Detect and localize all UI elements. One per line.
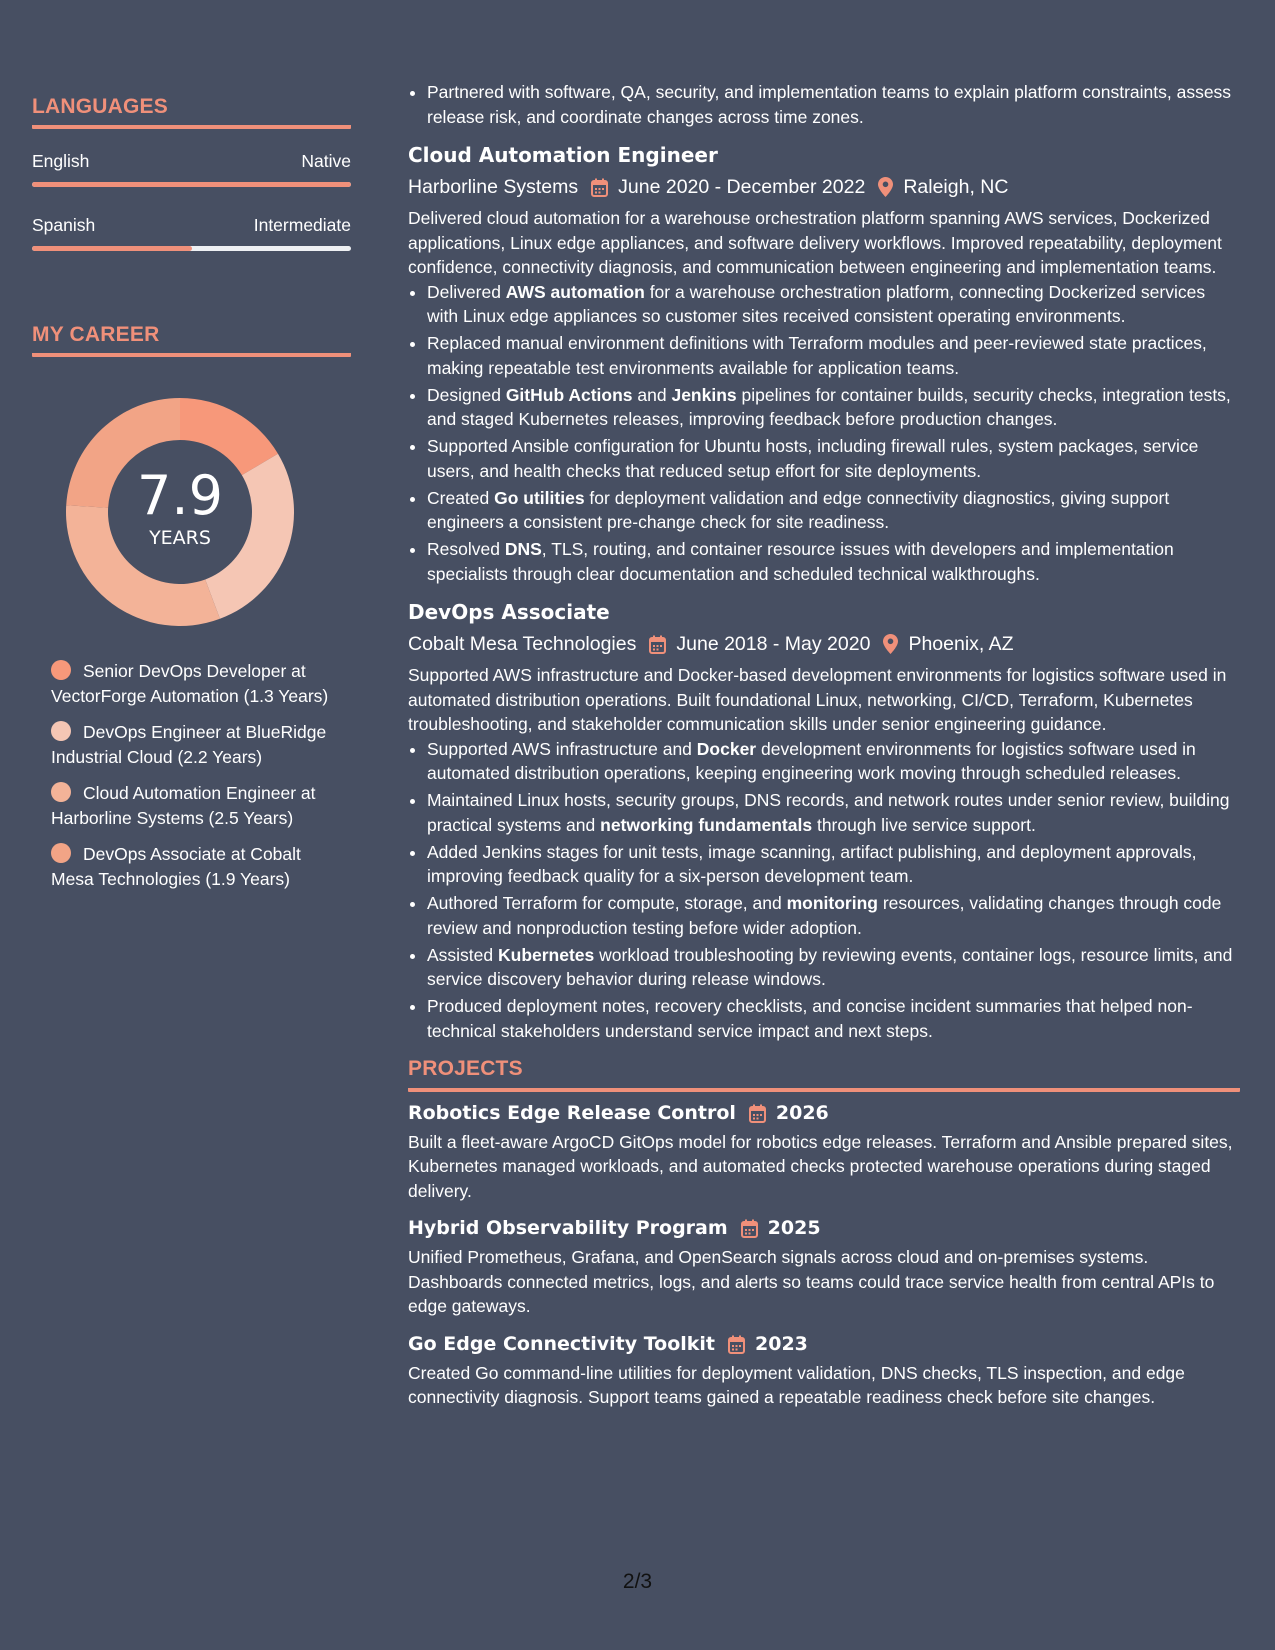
bullet-item: • Replaced manual environment definitions with Terraform modules and peer-reviewed state practices, making repeatable test environments available for application teams. xyxy=(427,331,1240,380)
job-company: Harborline Systems xyxy=(408,176,579,198)
calendar-icon xyxy=(741,1219,758,1238)
bullet-keyword: AWS automation xyxy=(505,281,645,302)
job-entry xyxy=(408,141,1240,586)
job-location: Phoenix, AZ xyxy=(908,633,1014,655)
career-legend-label: Cloud Automation Engineer at Harborline Systems (2.5 Years) xyxy=(51,783,316,828)
legend-dot-icon xyxy=(51,660,71,680)
project-description: Built a fleet-aware ArgoCD GitOps model for robotics edge releases. Terraform and Ansible prepared sites, Kubernetes managed workloads, and automated checks protected warehouse operations during staged delivery. xyxy=(408,1131,1233,1201)
bullet-keyword: networking fundamentals xyxy=(600,814,813,835)
project-description: Created Go command-line utilities for deployment validation, DNS checks, TLS inspection, and edge connectivity diagnosis. Support teams gained a repeatable readiness check before site changes. xyxy=(408,1362,1185,1407)
career-heading: MY CAREER xyxy=(32,323,351,357)
job-title: DevOps Associate xyxy=(408,600,610,624)
career-donut-chart xyxy=(65,397,295,627)
job-dates: June 2020 - December 2022 xyxy=(618,176,866,198)
location-pin-icon xyxy=(878,177,893,197)
project-year: 2025 xyxy=(767,1217,821,1239)
calendar-icon xyxy=(728,1335,745,1354)
language-item xyxy=(32,215,351,251)
project-name: Go Edge Connectivity Toolkit xyxy=(408,1332,716,1355)
career-legend xyxy=(51,659,336,891)
language-proficiency-fill xyxy=(32,246,192,251)
bullet-item: • Authored Terraform for compute, storage, and monitoring resources, validating changes through code review and nonproduction testing before wider adoption. xyxy=(427,891,1240,940)
bullet-item: • Partnered with software, QA, security, and implementation teams to explain platform constraints, assess release risk, and coordinate changes across time zones. xyxy=(427,80,1240,129)
language-proficiency-fill xyxy=(32,182,351,187)
bullet-item: • Added Jenkins stages for unit tests, image scanning, artifact publishing, and deployment approvals, improving feedback quality for a six-person development team. xyxy=(427,840,1240,889)
language-level: Intermediate xyxy=(253,215,351,235)
job-title: Cloud Automation Engineer xyxy=(408,143,718,167)
legend-dot-icon xyxy=(51,843,71,863)
bullet-item: • Resolved DNS, TLS, routing, and container resource issues with developers and implementation specialists through clear documentation and scheduled technical walkthroughs. xyxy=(427,537,1240,586)
language-name: Spanish xyxy=(32,215,96,235)
job-meta xyxy=(408,174,1240,200)
project-name: Hybrid Observability Program xyxy=(408,1217,728,1239)
job-dates: June 2018 - May 2020 xyxy=(676,633,871,655)
calendar-icon xyxy=(649,635,666,654)
bullet-keyword: GitHub Actions xyxy=(505,384,633,405)
language-proficiency-bar xyxy=(32,182,351,187)
project-entry xyxy=(408,1100,1240,1204)
bullet-item: • Assisted Kubernetes workload troubleshooting by reviewing events, container logs, resource limits, and service discovery behavior during release windows. xyxy=(427,943,1240,992)
language-item xyxy=(32,151,351,187)
career-legend-label: Senior DevOps Developer at VectorForge Automation (1.3 Years) xyxy=(51,661,329,706)
bullet-keyword: DNS xyxy=(504,539,542,559)
bullet-item: • Maintained Linux hosts, security groups, DNS records, and network routes under senior review, building practical systems and networking fundamentals through live service support. xyxy=(427,788,1240,837)
calendar-icon xyxy=(591,178,608,197)
project-name: Robotics Edge Release Control xyxy=(408,1101,736,1124)
legend-dot-icon xyxy=(51,782,71,802)
job-summary: Supported AWS infrastructure and Docker-based development environments for logistics software used in automated distribution operations. Built foundational Linux, networking, CI/CD, Terraform, Kubernetes troubleshooting, and stakeholder communication skills under senior engineering guidance. xyxy=(408,665,1227,734)
bullet-keyword: Jenkins xyxy=(671,384,737,405)
project-entry xyxy=(408,1215,1240,1319)
bullet-item: • Delivered AWS automation for a warehouse orchestration platform, connecting Dockerized services with Linux edge appliances so customer sites received consistent operating environments. xyxy=(427,280,1240,329)
bullet-item: • Created Go utilities for deployment validation and edge connectivity diagnostics, giving support engineers a consistent pre-change check for site readiness. xyxy=(427,486,1240,535)
job-bullet-list xyxy=(408,737,1240,1044)
job-summary: Delivered cloud automation for a warehouse orchestration platform spanning AWS services, Dockerized applications, Linux edge appliances, and software delivery workflows. Improved repeatability, deployment confidence, connectivity diagnosis, and communication between engineering and implementation teams. xyxy=(408,208,1222,277)
career-years-unit: YEARS xyxy=(149,527,211,549)
page-number: 2/3 xyxy=(622,1570,653,1593)
career-legend-item xyxy=(51,842,336,891)
project-entry xyxy=(408,1331,1240,1410)
job-location: Raleigh, NC xyxy=(903,176,1009,198)
career-legend-label: DevOps Associate at Cobalt Mesa Technologies (1.9 Years) xyxy=(51,844,301,889)
language-level: Native xyxy=(301,151,351,171)
bullet-item: • Supported AWS infrastructure and Docker development environments for logistics software used in automated distribution operations, keeping engineering work moving through scheduled releases. xyxy=(427,737,1240,786)
bullet-keyword: Go utilities xyxy=(494,487,585,508)
calendar-icon xyxy=(749,1104,766,1123)
location-pin-icon xyxy=(883,634,898,654)
career-total-years: 7.9 xyxy=(137,464,223,527)
bullet-item: • Designed GitHub Actions and Jenkins pipelines for container builds, security checks, integration tests, and staged Kubernetes releases, improving feedback before production changes. xyxy=(427,383,1240,432)
bullet-keyword: Docker xyxy=(696,738,757,759)
project-description: Unified Prometheus, Grafana, and OpenSearch signals across cloud and on-premises systems. Dashboards connected metrics, logs, and alerts so teams could trace service health from central APIs to edge gateways. xyxy=(408,1247,1215,1316)
job-bullet-list xyxy=(408,280,1240,587)
legend-dot-icon xyxy=(51,721,71,741)
sidebar xyxy=(32,95,351,903)
languages-heading: LANGUAGES xyxy=(32,95,351,129)
main-content xyxy=(408,80,1240,1410)
bullet-keyword: monitoring xyxy=(786,893,878,913)
job-entry xyxy=(408,598,1240,1043)
language-name: English xyxy=(32,151,90,171)
bullet-item: • Produced deployment notes, recovery checklists, and concise incident summaries that helped non-technical stakeholders understand service impact and next steps. xyxy=(427,994,1240,1043)
job-meta xyxy=(408,631,1240,657)
language-proficiency-bar xyxy=(32,246,351,251)
project-year: 2023 xyxy=(755,1332,808,1355)
project-year: 2026 xyxy=(775,1101,829,1124)
career-legend-item xyxy=(51,720,336,769)
bullet-keyword: Kubernetes xyxy=(498,944,595,965)
career-legend-item xyxy=(51,659,336,708)
bullet-item: • Supported Ansible configuration for Ubuntu hosts, including firewall rules, system packages, service users, and health checks that reduced setup effort for site deployments. xyxy=(427,434,1240,483)
projects-heading: PROJECTS xyxy=(408,1057,1240,1092)
career-legend-label: DevOps Engineer at BlueRidge Industrial Cloud (2.2 Years) xyxy=(51,722,327,767)
career-legend-item xyxy=(51,781,336,830)
continued-bullet-list xyxy=(408,80,1240,129)
job-company: Cobalt Mesa Technologies xyxy=(408,633,637,655)
